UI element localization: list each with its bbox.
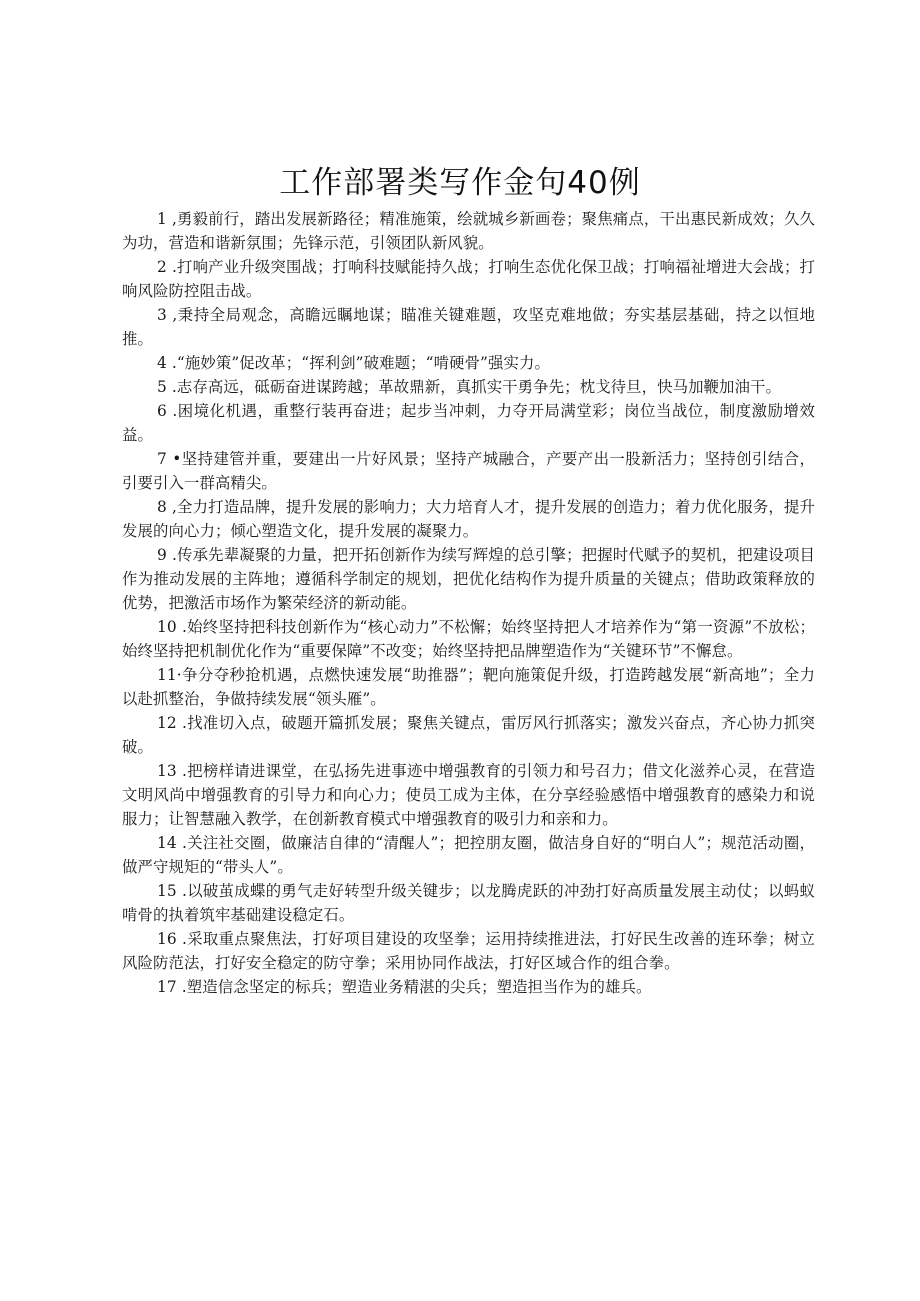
list-item-9: 9 .传承先辈凝聚的力量，把开拓创新作为续写辉煌的总引擎；把握时代赋予的契机，把建设项目作为推动发展的主阵地；遵循科学制定的规划，把优化结构作为提升质量的关键点；借助政策释放的优势，把激活市场作为繁荣经济的新动能。 bbox=[122, 546, 815, 612]
list-item-7: 7 •坚持建管并重，要建出一片好风景；坚持产城融合，产要产出一股新活力；坚持创引结合，引要引入一群高精尖。 bbox=[122, 450, 815, 492]
list-item-16: 16 .采取重点聚焦法，打好项目建设的攻坚拳；运用持续推进法，打好民生改善的连环拳；树立风险防范法，打好安全稳定的防守拳；采用协同作战法，打好区域合作的组合拳。 bbox=[122, 930, 815, 972]
list-item-17: 17 .塑造信念坚定的标兵；塑造业务精湛的尖兵；塑造担当作为的雄兵。 bbox=[157, 978, 652, 996]
list-item-13: 13 .把榜样请进课堂，在弘扬先进事迹中增强教育的引领力和号召力；借文化滋养心灵，在营造文明风尚中增强教育的引导力和向心力；使员工成为主体，在分享经验感悟中增强教育的感染力和说服力；让智慧融入教学，在创新教育模式中增强教育的吸引力和亲和力。 bbox=[122, 762, 815, 828]
document-title: 工作部署类写作金句40例 bbox=[279, 165, 641, 201]
list-item-5: 5 .志存高远，砥砺奋进谋跨越；革故鼎新，真抓实干勇争先；枕戈待旦，快马加鞭加油干。 bbox=[157, 378, 782, 396]
list-item-15: 15 .以破茧成蝶的勇气走好转型升级关键步；以龙腾虎跃的冲劲打好高质量发展主动仗；以蚂蚁啃骨的执着筑牢基础建设稳定石。 bbox=[122, 882, 815, 924]
list-item-8: 8 ,全力打造品牌，提升发展的影响力；大力培育人才，提升发展的创造力；着力优化服务，提升发展的向心力；倾心塑造文化，提升发展的凝聚力。 bbox=[122, 498, 815, 540]
sentence-list bbox=[122, 207, 815, 999]
list-item-1: 1 ,勇毅前行，踏出发展新路径；精准施策，绘就城乡新画卷；聚焦痛点，干出惠民新成效；久久为功，营造和谐新氛围；先锋示范，引领团队新风貌。 bbox=[122, 210, 815, 252]
list-item-10: 10 .始终坚持把科技创新作为“核心动力”不松懈；始终坚持把人才培养作为“第一资源”不放松；始终坚持把机制优化作为“重要保障”不改变；始终坚持把品牌塑造作为“关键环节”不懈怠。 bbox=[122, 618, 815, 660]
list-item-11: 11·争分夺秒抢机遇，点燃快速发展“助推器”；靶向施策促升级，打造跨越发展“新高地”；全力以赴抓整治，争做持续发展“领头雁”。 bbox=[122, 666, 815, 708]
list-item-2: 2 .打响产业升级突围战；打响科技赋能持久战；打响生态优化保卫战；打响福祉增进大会战；打响风险防控阻击战。 bbox=[122, 258, 815, 300]
list-item-14: 14 .关注社交圈，做廉洁自律的“清醒人”；把控朋友圈，做洁身自好的“明白人”；规范活动圈，做严守规矩的“带头人”。 bbox=[122, 834, 815, 876]
list-item-12: 12 .找准切入点，破题开篇抓发展；聚焦关键点，雷厉风行抓落实；激发兴奋点，齐心协力抓突破。 bbox=[122, 714, 815, 756]
list-item-6: 6 .困境化机遇，重整行装再奋进；起步当冲刺，力夺开局满堂彩；岗位当战位，制度激励增效益。 bbox=[122, 402, 815, 444]
list-item-3: 3 ,秉持全局观念，高瞻远瞩地谋；瞄准关键难题，攻坚克难地做；夯实基层基础，持之以恒地推。 bbox=[122, 306, 815, 348]
list-item-4: 4 .“施妙策”促改革；“挥利剑”破难题；“啃硬骨”强实力。 bbox=[157, 354, 550, 372]
